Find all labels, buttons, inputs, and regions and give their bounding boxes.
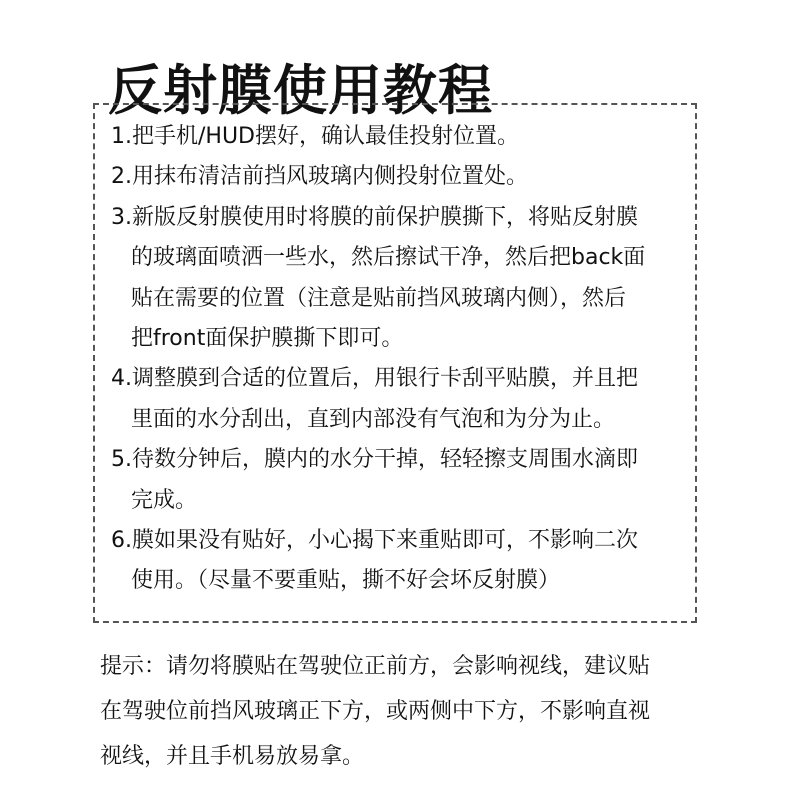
step-line: 4.调整膜到合适的位置后，用银行卡刮平贴膜，并且把	[111, 366, 638, 392]
step-6	[111, 521, 685, 602]
page-title: 反射膜使用教程	[108, 59, 493, 123]
step-line: 的玻璃面喷洒一些水，然后擦试干净，然后把back面	[131, 245, 646, 271]
tip-section	[100, 644, 720, 779]
step-5	[111, 440, 685, 521]
step-line: 2.用抹布清洁前挡风玻璃内侧投射位置处。	[111, 164, 528, 190]
tip-line: 提示：请勿将膜贴在驾驶位正前方，会影响视线，建议贴	[100, 654, 651, 679]
step-line: 里面的水分刮出，直到内部没有气泡和为分为止。	[131, 406, 616, 432]
step-line: 6.膜如果没有贴好，小心揭下来重贴即可，不影响二次	[111, 528, 638, 554]
step-line: 使用。（尽量不要重贴，撕不好会坏反射膜）	[131, 568, 561, 594]
step-4	[111, 359, 685, 440]
step-1	[111, 117, 685, 157]
step-3	[111, 198, 685, 360]
step-2	[111, 157, 685, 197]
step-line: 5.待数分钟后，膜内的水分干掉，轻轻擦支周围水滴即	[111, 447, 638, 473]
step-line: 完成。	[131, 487, 198, 513]
step-line: 贴在需要的位置（注意是贴前挡风玻璃内侧），然后	[131, 285, 627, 311]
steps-box	[93, 103, 697, 623]
step-line: 1.把手机/HUD摆好，确认最佳投射位置。	[111, 124, 519, 149]
steps-list	[111, 117, 685, 602]
step-line: 3.新版反射膜使用时将膜的前保护膜撕下，将贴反射膜	[111, 204, 638, 230]
tip-line: 在驾驶位前挡风玻璃正下方，或两侧中下方，不影响直视	[100, 699, 651, 724]
tip-line: 视线，并且手机易放易拿。	[100, 744, 365, 769]
step-line: 把front面保护膜撕下即可。	[131, 326, 404, 352]
